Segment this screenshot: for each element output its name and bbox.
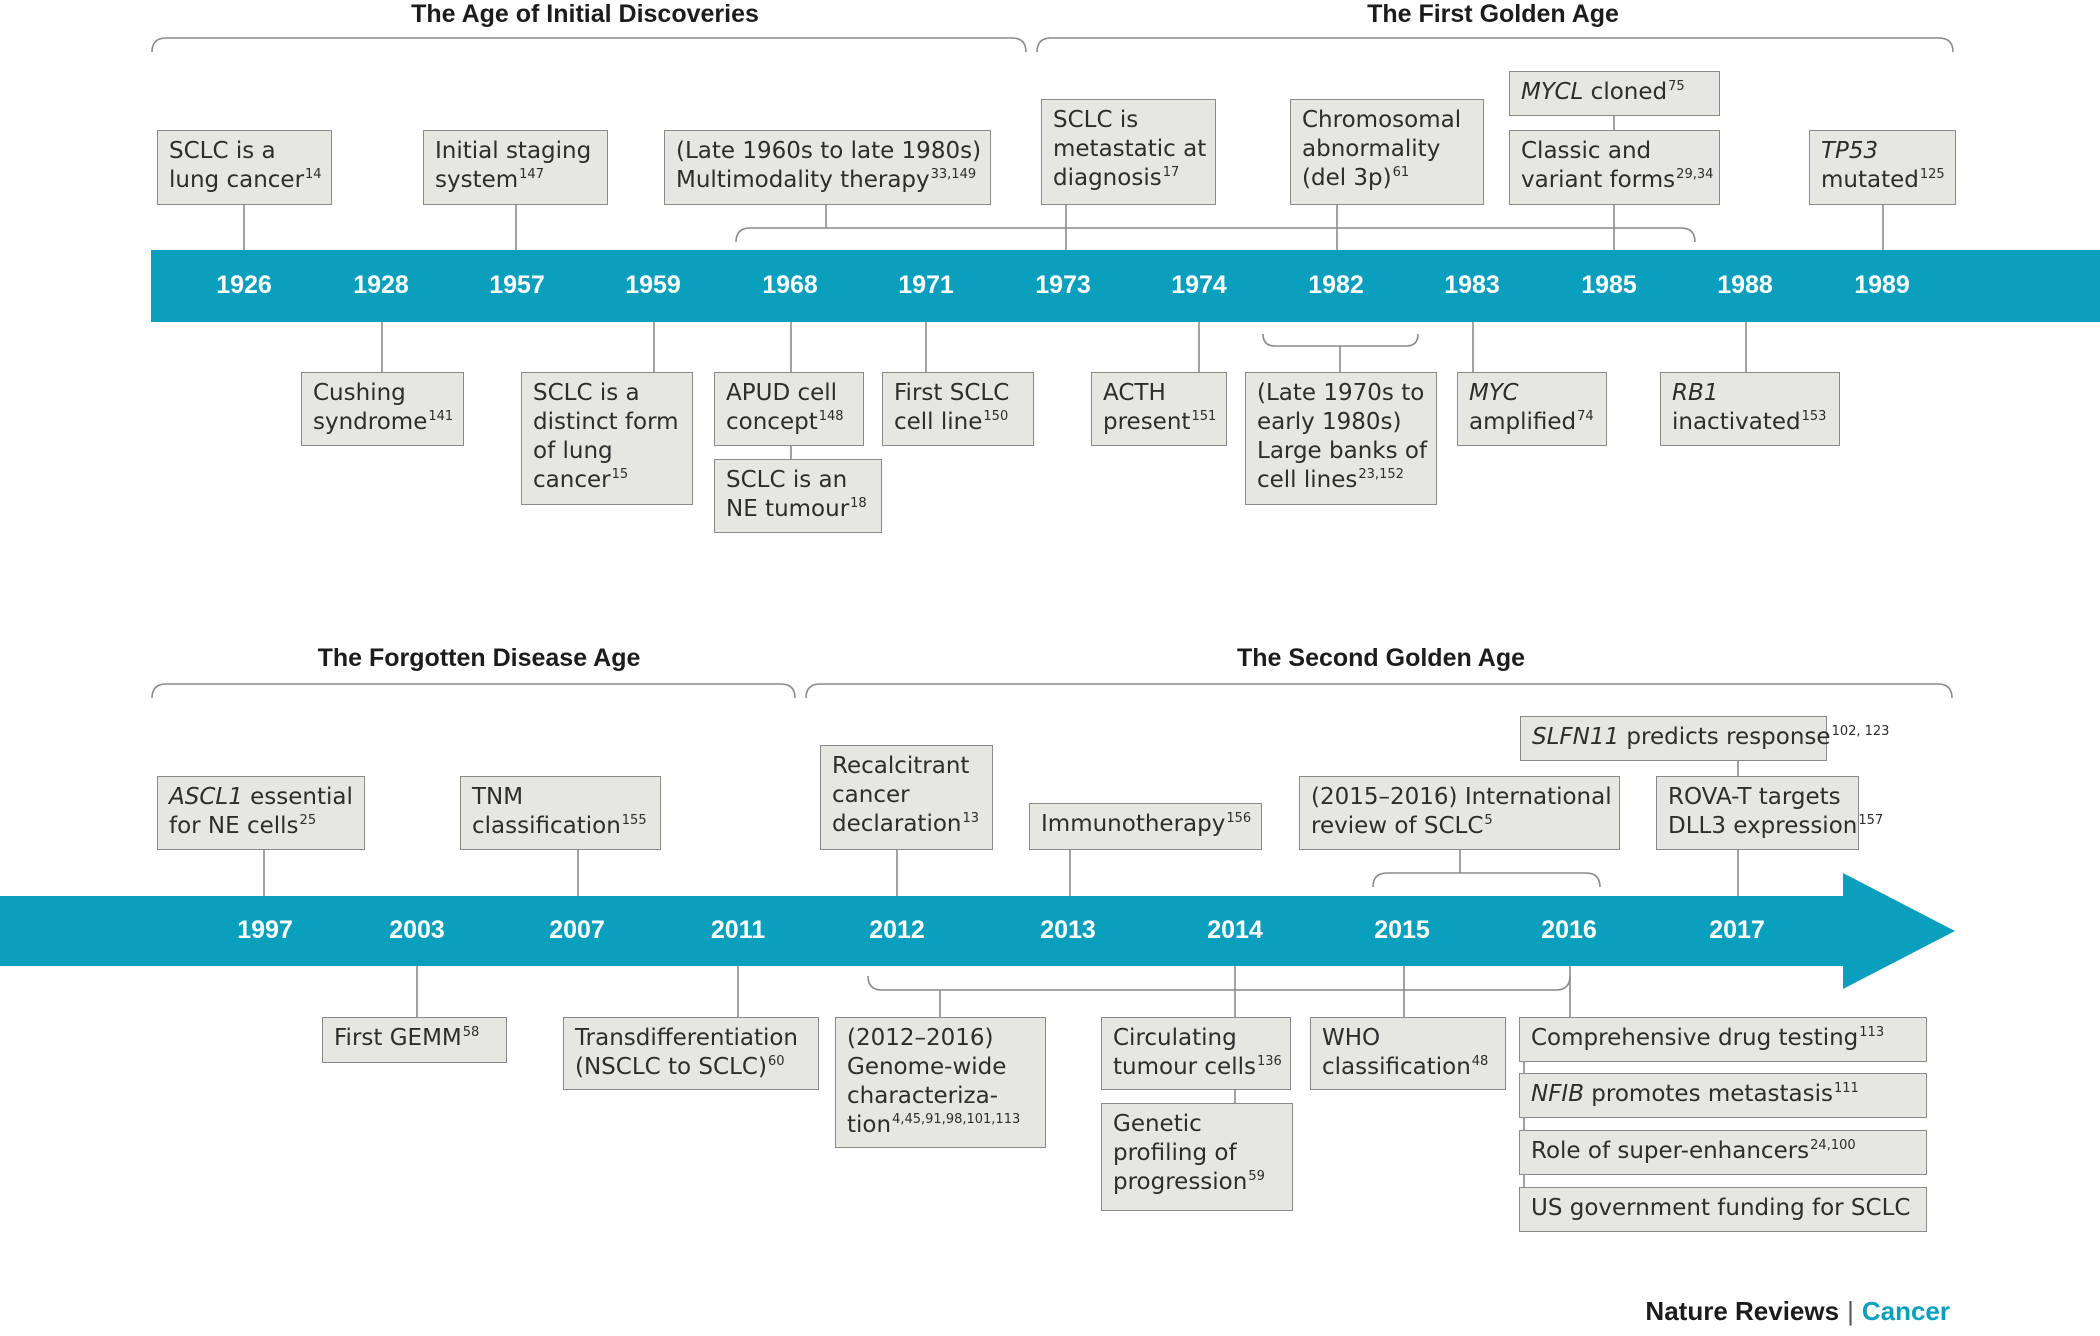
event-first-gemm [322, 1017, 507, 1063]
reference-number: 13 [962, 811, 980, 826]
event-apud-cell [714, 372, 864, 446]
event-text: Large banks of [1257, 438, 1428, 464]
event-text-line [1257, 466, 1426, 495]
event-multimodality-therapy [664, 130, 991, 205]
event-text-line [1531, 1080, 1916, 1109]
event-text: Circulating [1113, 1025, 1237, 1051]
event-text-line [1521, 78, 1709, 107]
event-text-line [1532, 723, 1890, 752]
event-text: TNM [472, 784, 524, 810]
event-text: concept [726, 409, 818, 435]
reference-number: 157 [1858, 813, 1884, 828]
event-text-line [1531, 1194, 1916, 1223]
event-sclc-lung-cancer [157, 130, 332, 205]
event-text-line [575, 1053, 808, 1082]
event-text: Initial staging [435, 138, 592, 164]
event-text-line [1821, 166, 1945, 195]
event-text-line [847, 1082, 1035, 1111]
event-transdifferentiation [563, 1017, 819, 1090]
event-text: First GEMM [334, 1025, 462, 1051]
range-bracket [868, 976, 1570, 990]
event-text: classification [472, 813, 621, 839]
event-text: ROVA-T targets [1668, 784, 1841, 810]
event-nfib-metastasis [1519, 1073, 1927, 1118]
event-text: variant forms [1521, 167, 1676, 193]
event-text: distinct form [533, 409, 679, 435]
event-text-line [1521, 137, 1709, 166]
event-text: SCLC is a [533, 380, 640, 406]
event-text-line [726, 379, 853, 408]
event-chromosomal-abnormality [1290, 99, 1484, 205]
event-text: ACTH [1103, 380, 1166, 406]
event-text: lung cancer [169, 167, 305, 193]
event-text: characteriza- [847, 1083, 998, 1109]
reference-number: 113 [1859, 1025, 1885, 1040]
year-label: 1957 [489, 271, 545, 299]
event-text-line [575, 1024, 808, 1053]
event-text-line [533, 437, 682, 466]
event-text: Role of super-enhancers [1531, 1138, 1810, 1164]
year-label: 2003 [389, 916, 445, 944]
event-text: tumour cells [1113, 1054, 1256, 1080]
event-text-line [1302, 164, 1473, 193]
year-label: 1982 [1308, 271, 1364, 299]
event-text: Classic and [1521, 138, 1652, 164]
event-text: mutated [1821, 167, 1919, 193]
event-text-line [1257, 408, 1426, 437]
event-text-line [1113, 1168, 1282, 1197]
reference-number: 61 [1392, 165, 1410, 180]
event-text-line [1668, 783, 1848, 812]
reference-number: 17 [1162, 165, 1180, 180]
event-initial-staging [423, 130, 608, 205]
event-text: Chromosomal [1302, 107, 1462, 133]
event-text: MYCL [1521, 79, 1584, 105]
reference-number: 23,152 [1358, 467, 1404, 482]
publisher-name: Nature Reviews [1645, 1296, 1840, 1326]
range-bracket [152, 38, 1026, 52]
event-text-line [1322, 1053, 1495, 1082]
event-text-line [169, 783, 354, 812]
event-text-line [1668, 812, 1884, 841]
event-text-line [313, 379, 453, 408]
year-label: 1928 [353, 271, 409, 299]
year-label: 2013 [1040, 916, 1096, 944]
reference-number: 136 [1256, 1054, 1282, 1069]
reference-number: 4,45,91,98,101,113 [892, 1112, 1021, 1127]
year-label: 1973 [1035, 271, 1091, 299]
year-label: 1968 [762, 271, 818, 299]
event-text: early 1980s) [1257, 409, 1402, 435]
reference-number: 125 [1919, 167, 1945, 182]
event-text: review of SCLC [1311, 813, 1484, 839]
year-label: 2007 [549, 916, 605, 944]
event-text-line [1311, 783, 1612, 812]
era-title: The Age of Initial Discoveries [411, 0, 759, 28]
event-text-line [832, 752, 982, 781]
event-circulating-cells [1101, 1017, 1291, 1090]
timeline-arrowhead [1843, 873, 1955, 989]
event-text-line [1302, 135, 1473, 164]
event-text: of lung [533, 438, 613, 464]
reference-number: 24,100 [1810, 1138, 1856, 1153]
event-immunotherapy [1029, 803, 1262, 850]
year-label: 1971 [898, 271, 954, 299]
event-text: SCLC is [1053, 107, 1139, 133]
event-text-line [1053, 106, 1205, 135]
event-text: TP53 [1821, 138, 1879, 164]
reference-number: 5 [1484, 813, 1493, 828]
event-text-line [169, 166, 321, 195]
year-label: 1988 [1717, 271, 1773, 299]
event-text-line [435, 166, 597, 195]
era-title: The Forgotten Disease Age [317, 644, 641, 672]
event-text: Comprehensive drug testing [1531, 1025, 1859, 1051]
reference-number: 147 [519, 167, 544, 182]
event-text-line [313, 408, 453, 437]
event-text: First SCLC [894, 380, 1010, 406]
event-text-line [533, 379, 682, 408]
event-text: cancer [832, 782, 910, 808]
event-recalcitrant-cancer [820, 745, 993, 850]
event-text: for NE cells [169, 813, 299, 839]
event-classic-variant [1509, 130, 1720, 205]
era-title: The First Golden Age [1367, 0, 1619, 28]
reference-number: 29,34 [1676, 167, 1714, 182]
event-text-line [1469, 408, 1596, 437]
reference-number: 75 [1668, 79, 1685, 94]
event-text: present [1103, 409, 1191, 435]
event-text: syndrome [313, 409, 428, 435]
event-text-line [1672, 408, 1829, 437]
event-text: (Late 1970s to [1257, 380, 1425, 406]
event-text: (2012–2016) [847, 1025, 994, 1051]
event-mycl-cloned [1509, 71, 1720, 116]
event-text: amplified [1469, 409, 1577, 435]
event-text-line [726, 408, 853, 437]
event-text: MYC [1469, 380, 1519, 406]
event-text: declaration [832, 811, 962, 837]
year-label: 2014 [1207, 916, 1263, 944]
event-text-line [1821, 137, 1945, 166]
event-slfn11-predicts [1520, 716, 1890, 761]
event-tnm-classification [460, 776, 661, 850]
event-us-funding [1519, 1187, 1927, 1232]
event-text: NFIB [1531, 1081, 1584, 1107]
event-text: (NSCLC to SCLC) [575, 1054, 767, 1080]
reference-number: 18 [850, 496, 867, 511]
event-first-cell-line [882, 372, 1034, 446]
reference-number: 25 [299, 813, 317, 828]
event-text-line [1041, 810, 1251, 839]
event-text-line [435, 137, 597, 166]
event-text: NE tumour [726, 496, 850, 522]
journal-name: Cancer [1861, 1296, 1950, 1326]
event-text: cancer [533, 467, 611, 493]
event-text: (2015–2016) International [1311, 784, 1612, 810]
year-label: 1983 [1444, 271, 1500, 299]
event-text: inactivated [1672, 409, 1801, 435]
year-label: 1974 [1171, 271, 1227, 299]
event-text-line [894, 379, 1023, 408]
event-text: DLL3 expression [1668, 813, 1858, 839]
event-text: Immunotherapy [1041, 811, 1226, 837]
event-myc-amplified [1457, 372, 1607, 446]
event-text: ASCL1 [169, 784, 243, 810]
event-genome-wide [835, 1017, 1046, 1148]
year-label: 2011 [710, 916, 766, 944]
event-text: predicts response [1619, 724, 1831, 750]
year-label: 1989 [1854, 271, 1910, 299]
event-text-line [1302, 106, 1473, 135]
reference-number: 15 [611, 467, 629, 482]
event-text: system [435, 167, 519, 193]
event-text: SCLC is an [726, 467, 848, 493]
event-text: cell line [894, 409, 983, 435]
event-text: cloned [1583, 79, 1668, 105]
event-text-line [472, 783, 650, 812]
event-tp53-mutated [1809, 130, 1956, 205]
event-text: US government funding for SCLC [1531, 1195, 1911, 1221]
era-title: The Second Golden Age [1237, 644, 1525, 672]
event-text-line [1469, 379, 1596, 408]
year-label: 1997 [237, 916, 293, 944]
event-super-enhancers [1519, 1130, 1927, 1175]
event-text: SCLC is a [169, 138, 276, 164]
event-text-line [726, 466, 871, 495]
year-label: 1926 [216, 271, 272, 299]
event-text: Transdifferentiation [575, 1025, 799, 1051]
event-text: profiling of [1113, 1140, 1237, 1166]
event-text-line [676, 166, 980, 195]
credit-separator: | [1847, 1296, 1854, 1326]
event-text-line [1053, 164, 1205, 193]
event-text-line [847, 1111, 1035, 1140]
journal-credit [1645, 1296, 1950, 1327]
event-text-line [1531, 1024, 1916, 1053]
reference-number: 33,149 [930, 167, 977, 182]
event-ne-tumour [714, 459, 882, 533]
reference-number: 148 [818, 409, 844, 424]
reference-number: 48 [1471, 1054, 1489, 1069]
event-text-line [832, 781, 982, 810]
event-text-line [1113, 1139, 1282, 1168]
event-text-line [1113, 1024, 1280, 1053]
event-rova-t [1656, 776, 1884, 850]
reference-number: 153 [1801, 409, 1827, 424]
event-ascl1-essential [157, 776, 365, 850]
event-text-line [676, 137, 980, 166]
timeline-band-1 [151, 250, 2100, 322]
event-text-line [1257, 437, 1426, 466]
event-text: cell lines [1257, 467, 1358, 493]
event-cushing-syndrome [301, 372, 464, 446]
event-text: (del 3p) [1302, 165, 1392, 191]
event-text: Genetic [1113, 1111, 1202, 1137]
event-text: Genome-wide [847, 1054, 1007, 1080]
event-rb1-inactivated [1660, 372, 1840, 446]
year-label: 2012 [869, 916, 925, 944]
event-genetic-profiling [1101, 1103, 1293, 1211]
event-text-line [1103, 379, 1216, 408]
reference-number: 102, 123 [1831, 724, 1890, 739]
event-text: SLFN11 [1532, 724, 1620, 750]
event-text-line [1531, 1137, 1916, 1166]
event-text-line [472, 812, 650, 841]
event-text: Recalcitrant [832, 753, 970, 779]
event-text: WHO [1322, 1025, 1381, 1051]
year-label: 2016 [1541, 916, 1597, 944]
event-text: promotes metastasis [1584, 1081, 1833, 1107]
range-bracket [736, 228, 1695, 242]
range-bracket [1373, 873, 1600, 887]
event-text-line [1113, 1053, 1280, 1082]
range-bracket [1263, 334, 1418, 346]
event-text: abnormality [1302, 136, 1441, 162]
event-text-line [1103, 408, 1216, 437]
event-text-line [1672, 379, 1829, 408]
event-cell-line-banks [1245, 372, 1437, 505]
event-text: tion [847, 1112, 892, 1138]
year-label: 2015 [1374, 916, 1430, 944]
reference-number: 60 [767, 1054, 785, 1069]
event-text-line [847, 1024, 1035, 1053]
reference-number: 156 [1226, 811, 1252, 826]
event-text: (Late 1960s to late 1980s) [676, 138, 982, 164]
event-text: Cushing [313, 380, 406, 406]
event-distinct-form [521, 372, 693, 505]
event-metastatic-at-diagnosis [1041, 99, 1216, 205]
event-text-line [1311, 812, 1609, 841]
reference-number: 150 [983, 409, 1009, 424]
event-text-line [847, 1053, 1035, 1082]
year-label: 1985 [1581, 271, 1637, 299]
range-bracket [1037, 38, 1953, 52]
event-text: APUD cell [726, 380, 838, 406]
event-text-line [169, 812, 354, 841]
event-text-line [1257, 379, 1426, 408]
range-bracket [806, 684, 1952, 698]
year-label: 1959 [625, 271, 681, 299]
event-text-line [533, 466, 682, 495]
event-text-line [1053, 135, 1205, 164]
year-label: 2017 [1709, 916, 1765, 944]
reference-number: 14 [305, 167, 322, 182]
event-text: classification [1322, 1054, 1471, 1080]
event-text-line [1521, 166, 1714, 195]
event-international-review [1299, 776, 1620, 850]
reference-number: 151 [1191, 409, 1217, 424]
event-text: essential [242, 784, 353, 810]
event-text-line [1113, 1110, 1282, 1139]
event-text-line [1322, 1024, 1495, 1053]
event-text: metastatic at [1053, 136, 1207, 162]
reference-number: 141 [428, 409, 454, 424]
range-bracket [152, 684, 795, 698]
reference-number: 58 [462, 1025, 480, 1040]
event-text-line [832, 810, 982, 839]
event-text-line [169, 137, 321, 166]
reference-number: 59 [1248, 1169, 1265, 1184]
event-text: RB1 [1672, 380, 1719, 406]
event-text-line [334, 1024, 496, 1053]
event-text-line [726, 495, 871, 524]
event-text: progression [1113, 1169, 1248, 1195]
event-text-line [533, 408, 682, 437]
event-who-classification [1310, 1017, 1506, 1090]
reference-number: 74 [1577, 409, 1594, 424]
event-drug-testing [1519, 1017, 1927, 1062]
reference-number: 155 [621, 813, 647, 828]
event-acth-present [1091, 372, 1227, 446]
event-text: diagnosis [1053, 165, 1162, 191]
event-text: Multimodality therapy [676, 167, 930, 193]
event-text-line [894, 408, 1023, 437]
reference-number: 111 [1834, 1081, 1859, 1096]
